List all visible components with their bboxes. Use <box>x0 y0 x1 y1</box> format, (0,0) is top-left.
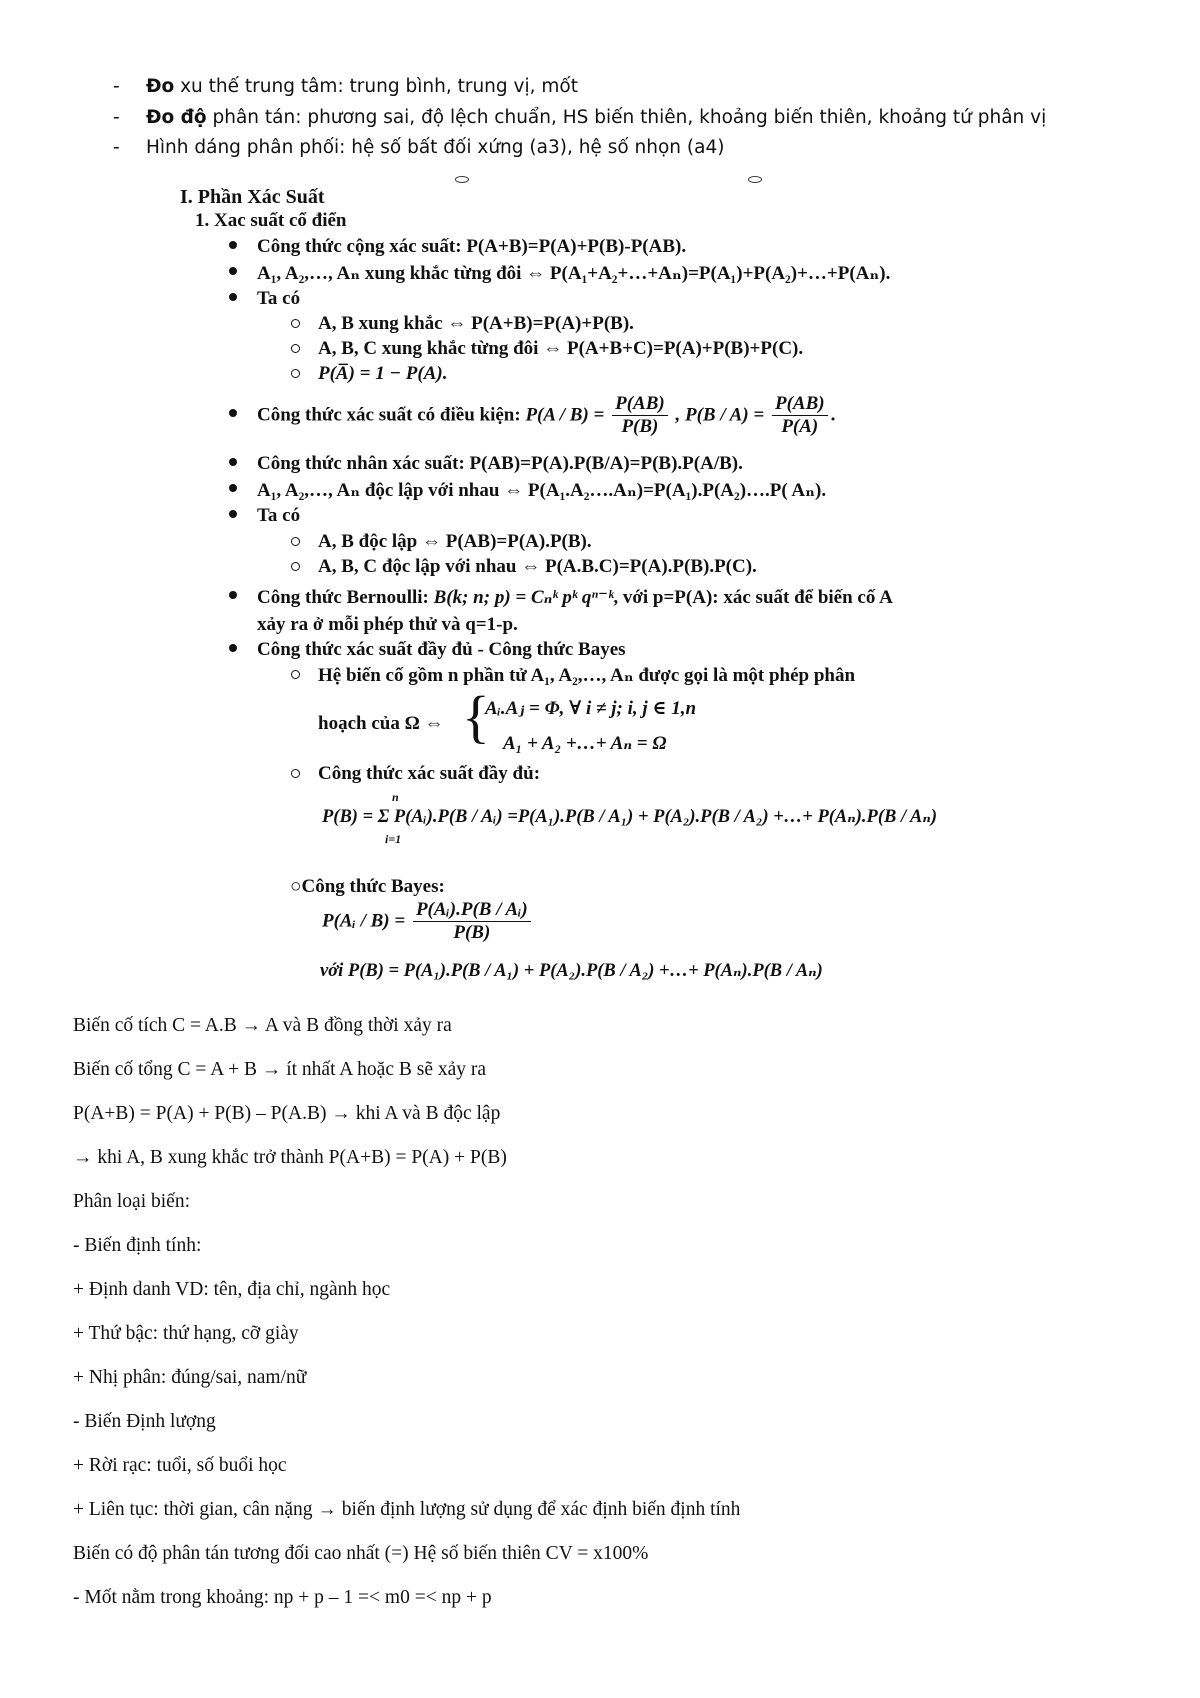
note-line: Biến cố tích C = A.B → A và B đồng thời xảy ra <box>73 1015 452 1036</box>
list-item-text: phân tán: phương sai, độ lệch chuẩn, HS biến thiên, khoảng biến thiên, khoảng tứ phân vị <box>206 107 1047 128</box>
bullet-mutually-exclusive: A₁, A₂,…, Aₙ xung khắc từng đôi ⇔ P(A₁+A₂+…+Aₙ)=P(A₁)+P(A₂)+…+P(Aₙ). <box>257 262 890 285</box>
bullet-conditional: Công thức xác suất có điều kiện: P(A / B) = $\frac{P(AB)}{P(B)}$ , P(B / A) = $\frac{P(AB)}{P(A)}$ . <box>257 393 835 438</box>
bullet-independent: A₁, A₂,…, Aₙ độc lập với nhau ⇔ P(A₁.A₂….Aₙ)=P(A₁).P(A₂)….P( Aₙ). <box>257 479 826 502</box>
section-heading: I. Phần Xác Suất <box>180 186 325 208</box>
brace-symbol: { <box>462 684 490 749</box>
sub-item: A, B, C xung khắc từng đôi ⇔ P(A+B+C)=P(A)+P(B)+P(C). <box>318 338 803 360</box>
bullet-total-bayes: Công thức xác suất đầy đủ - Công thức Bayes <box>257 639 626 661</box>
dash-bullet: - <box>113 137 120 158</box>
sum-limit: n <box>392 790 399 804</box>
list-item <box>113 76 578 97</box>
partition-case: Aᵢ.Aⱼ = Φ, ∀ i ≠ j; i, j ∈ 1,n <box>485 698 697 719</box>
fraction: $\frac{P(AB)}{P(B)}$ <box>612 393 668 438</box>
bullet-ta-co: Ta có <box>257 505 300 527</box>
sub-item: Hệ biến cố gồm n phần tử A₁, A₂,…, Aₙ được gọi là một phép phân <box>318 664 855 687</box>
fraction: $\frac{P(AB)}{P(A)}$ <box>772 393 828 438</box>
note-line: - Biến Định lượng <box>73 1411 216 1432</box>
bullet-dot <box>229 484 237 492</box>
circle-bullet <box>291 769 300 778</box>
sub-item: A, B độc lập ⇔ P(AB)=P(A).P(B). <box>318 531 592 553</box>
note-line: P(A+B) = P(A) + P(B) – P(A.B) → khi A và B độc lập <box>73 1103 501 1124</box>
bayes-label: ○Công thức Bayes: <box>290 876 445 897</box>
circle-bullet <box>291 537 300 546</box>
note-line: Phân loại biến: <box>73 1191 190 1212</box>
bullet-add-formula: Công thức cộng xác suất: P(A+B)=P(A)+P(B)-P(AB). <box>257 236 686 258</box>
sub-item: P(A̅) = 1 − P(A). <box>318 363 447 385</box>
bernoulli-continuation: xảy ra ở mỗi phép thử và q=1-p. <box>257 614 518 635</box>
list-item-bold: Đo <box>146 76 175 97</box>
dash-bullet: - <box>113 76 120 97</box>
scan-mark <box>748 176 762 183</box>
sub-item: Công thức xác suất đầy đủ: <box>318 763 540 785</box>
bullet-dot <box>229 241 237 249</box>
circle-bullet <box>291 670 300 679</box>
bullet-multiply: Công thức nhân xác suất: P(AB)=P(A).P(B/A)=P(B).P(A/B). <box>257 453 743 475</box>
list-item-text: xu thế trung tâm: trung bình, trung vị, mốt <box>174 76 578 97</box>
bullet-dot <box>229 591 237 599</box>
bayes-formula: P(Aᵢ / B) = $\frac{\text{P(Aᵢ).P(B / Aᵢ)}}{P(B)}$ <box>322 899 534 944</box>
note-line: Biến cố tổng C = A + B → ít nhất A hoặc B sẽ xảy ra <box>73 1059 487 1080</box>
circle-bullet <box>291 319 300 328</box>
partition-case: A₁ + A₂ +…+ Aₙ = Ω <box>503 733 667 754</box>
note-line: → khi A, B xung khắc trở thành P(A+B) = P(A) + P(B) <box>73 1147 507 1168</box>
sub-item: A, B, C độc lập với nhau ⇔ P(A.B.C)=P(A).P(B).P(C). <box>318 556 757 578</box>
partition-lead: hoạch của Ω ⇔ <box>318 713 444 734</box>
fraction: $\frac{\text{P(Aᵢ).P(B / Aᵢ)}}{P(B)}$ <box>413 899 531 944</box>
list-item-bold: Đo độ <box>146 107 207 128</box>
list-item <box>113 137 725 158</box>
bullet-bernoulli: Công thức Bernoulli: B(k; n; p) = Cₙᵏ pᵏ qⁿ⁻ᵏ, với p=P(A): xác suất để biến cố A <box>257 586 893 609</box>
note-line: + Định danh VD: tên, địa chỉ, ngành học <box>73 1279 391 1300</box>
dash-bullet: - <box>113 107 120 128</box>
circle-bullet <box>291 562 300 571</box>
note-line: + Nhị phân: đúng/sai, nam/nữ <box>73 1367 307 1388</box>
list-item-text: Hình dáng phân phối: hệ số bất đối xứng (a3), hệ số nhọn (a4) <box>146 137 725 158</box>
note-line: + Thứ bậc: thứ hạng, cỡ giày <box>73 1323 299 1344</box>
bullet-dot <box>229 510 237 518</box>
circle-bullet <box>291 369 300 378</box>
bullet-ta-co: Ta có <box>257 288 300 310</box>
sum-limit: i=1 <box>385 832 402 846</box>
bullet-dot <box>229 458 237 466</box>
bullet-dot <box>229 267 237 275</box>
note-line: - Biến định tính: <box>73 1235 202 1256</box>
bullet-dot <box>229 409 237 417</box>
total-prob-formula: P(B) = Σ P(Aᵢ).P(B / Aᵢ) =P(A₁).P(B / A₁) + P(A₂).P(B / A₂) +…+ P(Aₙ).P(B / Aₙ) <box>322 807 937 827</box>
bullet-dot <box>229 293 237 301</box>
bayes-denominator: với P(B) = P(A₁).P(B / A₁) + P(A₂).P(B / A₂) +…+ P(Aₙ).P(B / Aₙ) <box>320 961 823 981</box>
note-line: - Mốt nằm trong khoảng: np + p – 1 =< m0 =< np + p <box>73 1587 492 1608</box>
note-line: + Liên tục: thời gian, cân nặng → biến định lượng sử dụng để xác định biến định tính <box>73 1499 741 1520</box>
circle-bullet <box>291 344 300 353</box>
section-subheading: 1. Xac suất cổ điển <box>195 210 347 231</box>
sub-item: A, B xung khắc ⇔ P(A+B)=P(A)+P(B). <box>318 313 634 335</box>
bullet-dot <box>229 644 237 652</box>
scan-mark <box>455 176 469 183</box>
note-line: Biến có độ phân tán tương đối cao nhất (=) Hệ số biến thiên CV = x100% <box>73 1543 649 1564</box>
list-item <box>113 107 1047 128</box>
note-line: + Rời rạc: tuổi, số buổi học <box>73 1455 287 1476</box>
circle-bullet-glyph: ○ <box>290 876 302 897</box>
